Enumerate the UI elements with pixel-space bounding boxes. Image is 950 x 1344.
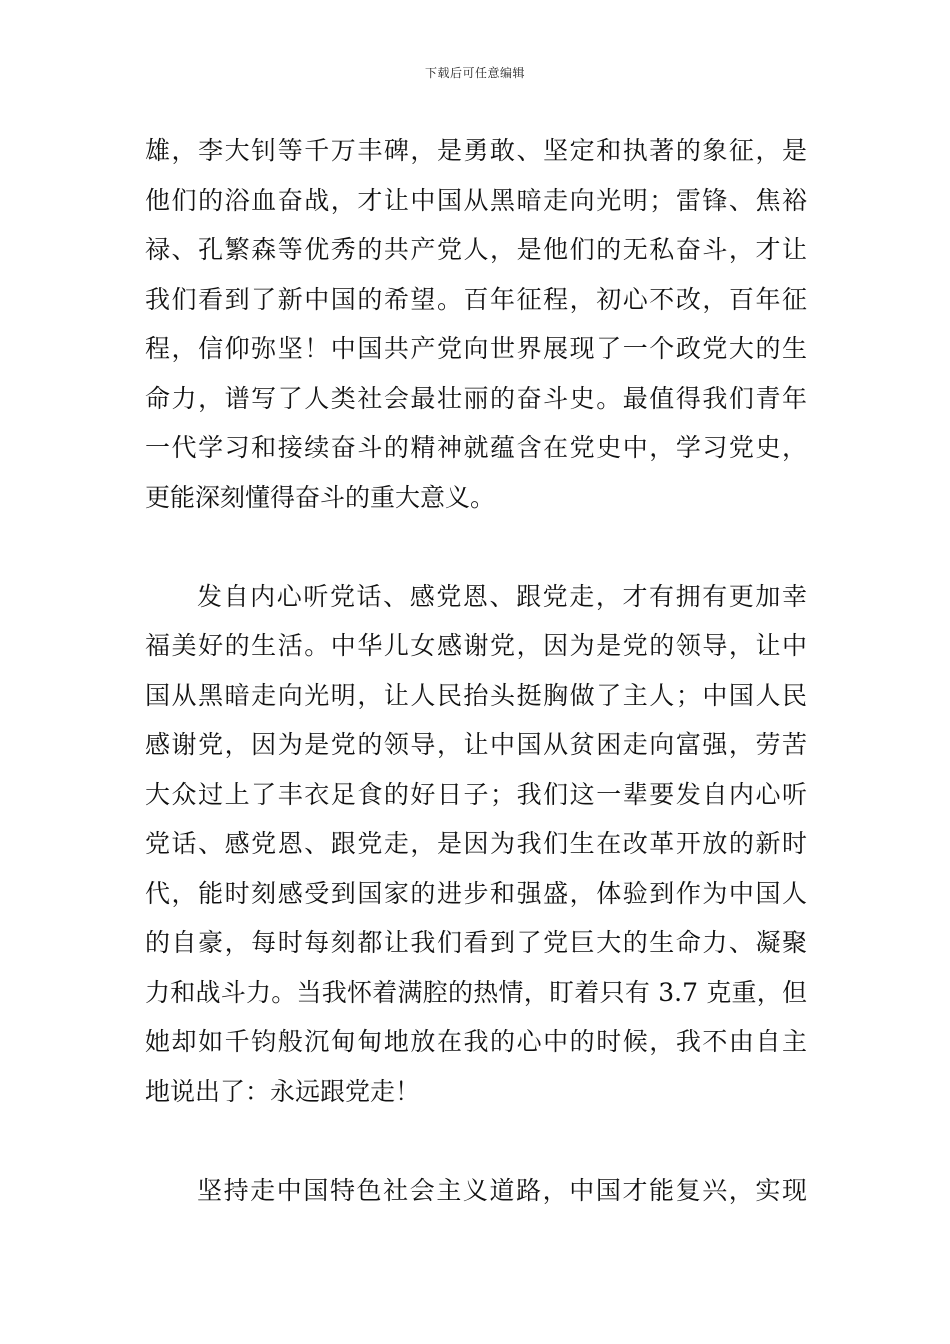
paragraph-gap: [145, 522, 807, 572]
paragraph-gap: [145, 1116, 807, 1166]
text-line: 一代学习和接续奋斗的精神就蕴含在党史中，学习党史，: [145, 433, 807, 462]
text-line: 我们看到了新中国的希望。百年征程，初心不改，百年征: [145, 284, 807, 314]
text-line: 命力，谱写了人类社会最壮丽的奋斗史。最值得我们青年: [145, 383, 807, 413]
text-line: 国从黑暗走向光明，让人民抬头挺胸做了主人；中国人民: [145, 680, 807, 710]
text-line: 地说出了：永远跟党走！: [145, 1076, 421, 1106]
text-line: 她却如千钧般沉甸甸地放在我的心中的时候，我不由自主: [145, 1027, 807, 1056]
text-line: 禄、孔繁森等优秀的共产党人，是他们的无私奋斗，才让: [145, 235, 807, 264]
paragraph-2: [145, 572, 807, 1117]
text-line: 代，能时刻感受到国家的进步和强盛，体验到作为中国人: [145, 878, 807, 908]
text-line: 福美好的生活。中华儿女感谢党，因为是党的领导，让中: [145, 631, 807, 660]
text-line: 力和战斗力。当我怀着满腔的热情，盯着只有 3.7 克重，但: [145, 977, 807, 1007]
text-line: 发自内心听党话、感党恩、跟党走，才有拥有更加幸: [197, 581, 807, 611]
paragraph-1: [145, 126, 807, 522]
text-line: 坚持走中国特色社会主义道路，中国才能复兴，实现: [197, 1175, 807, 1205]
text-line: 感谢党，因为是党的领导，让中国从贫困走向富强，劳苦: [145, 730, 807, 759]
page-header: 下载后可任意编辑: [424, 66, 525, 80]
text-line: 程，信仰弥坚！中国共产党向世界展现了一个政党大的生: [145, 334, 807, 363]
text-line: 党话、感党恩、跟党走，是因为我们生在改革开放的新时: [145, 829, 807, 858]
paragraph-3: [145, 1166, 807, 1216]
text-line: 大众过上了丰衣足食的好日子；我们这一辈要发自内心听: [145, 779, 807, 809]
text-line: 他们的浴血奋战，才让中国从黑暗走向光明；雷锋、焦裕: [145, 185, 807, 215]
text-line: 更能深刻懂得奋斗的重大意义。: [145, 482, 496, 512]
text-line: 的自豪，每时每刻都让我们看到了党巨大的生命力、凝聚: [145, 928, 807, 957]
text-line: 雄，李大钊等千万丰碑，是勇敢、坚定和执著的象征，是: [145, 136, 807, 165]
document-body: [145, 126, 807, 1215]
